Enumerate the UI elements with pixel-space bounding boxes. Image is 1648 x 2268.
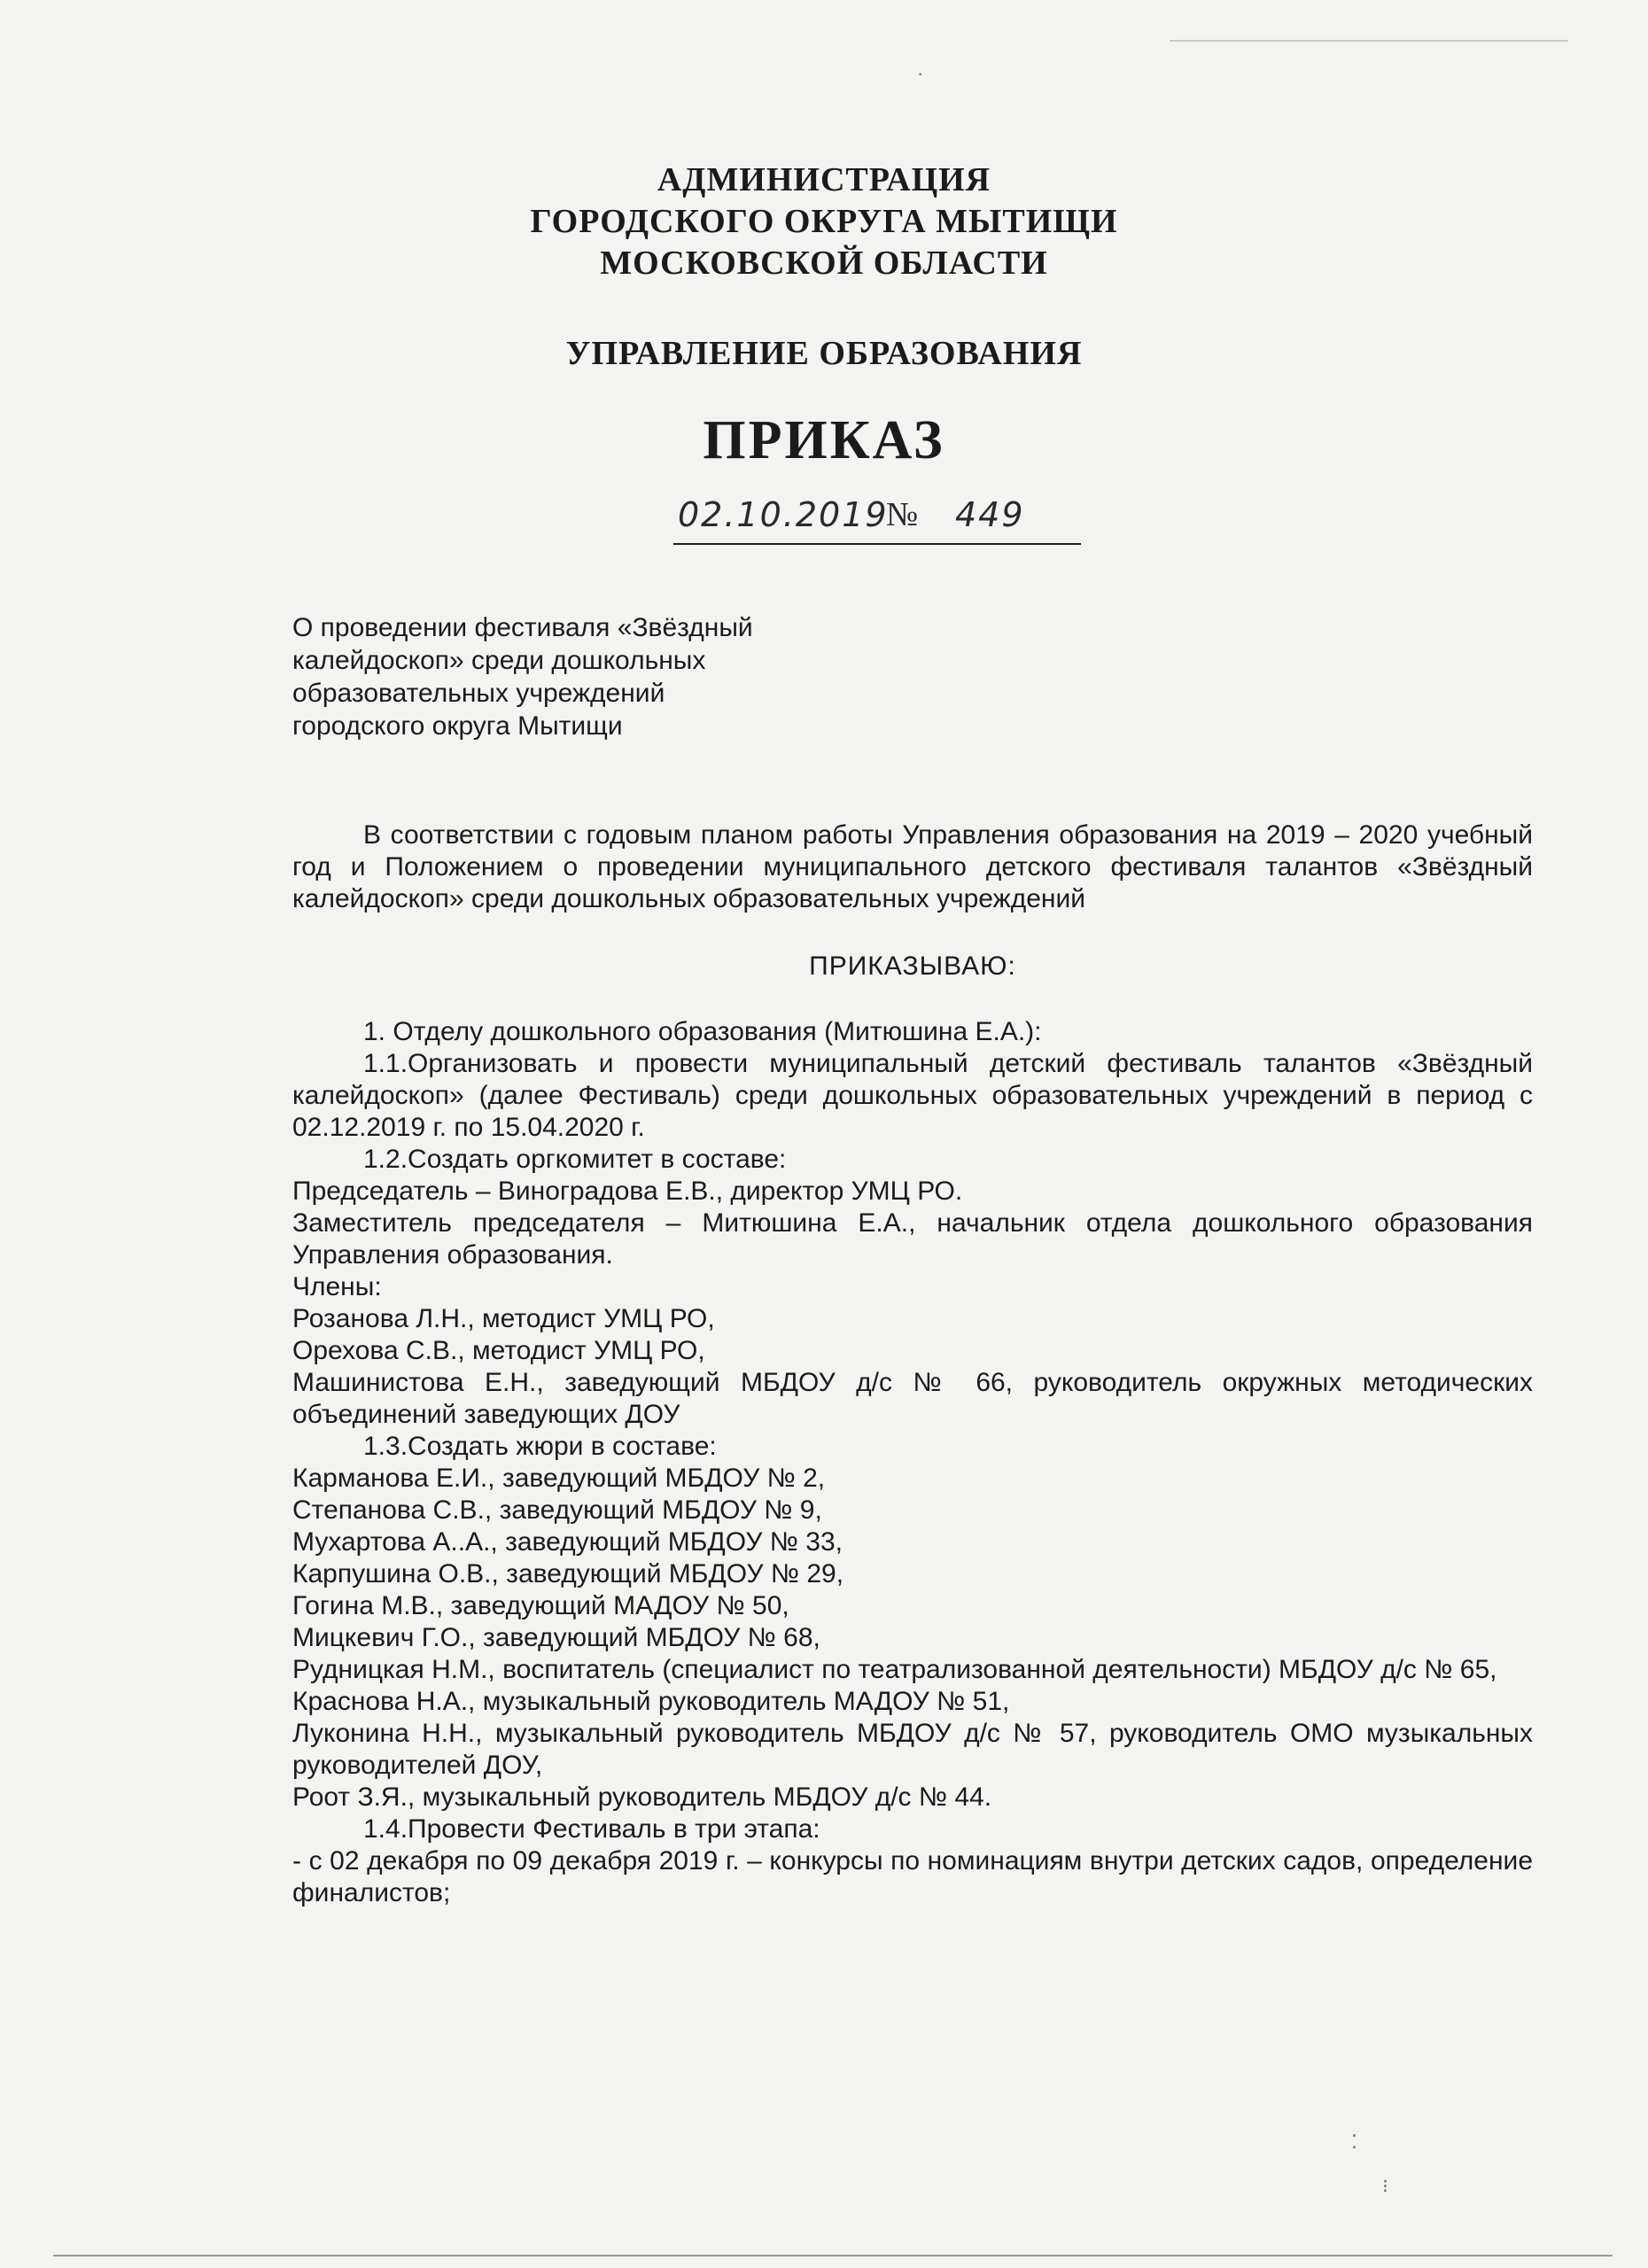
subject-line: образовательных учреждений — [292, 679, 665, 708]
preamble: В соответствии с годовым планом работы Управления образования на 2019 – 2020 учебный год и Положением о проведении муниципального детского фестиваля талантов «Звёздный калейдоскоп» среди дошкольных образовательных учреждений — [292, 820, 1533, 913]
subject-line: калейдоскоп» среди дошкольных — [292, 646, 706, 675]
member-line: Розанова Л.Н., методист УМЦ РО, — [292, 1304, 715, 1333]
item-1: 1. Отделу дошкольного образования (Митюшина Е.А.): — [363, 1017, 1042, 1046]
scan-speck: ⁚ — [1351, 2131, 1357, 2153]
order-number-value: 449 — [955, 495, 1025, 534]
decree-word: ПРИКАЗЫВАЮ: — [809, 951, 1016, 981]
document-type-title: ПРИКАЗ — [703, 410, 945, 470]
scan-speck: ⁝ — [1382, 2175, 1388, 2197]
department-title: УПРАВЛЕНИЕ ОБРАЗОВАНИЯ — [565, 335, 1083, 372]
vice-chair-line: Заместитель председателя – Митюшина Е.А., начальник отдела дошкольного образования Управления образования. — [292, 1208, 1533, 1270]
jury-line: Мухартова А..А., заведующий МБДОУ № 33, — [292, 1527, 843, 1557]
header-line-3: МОСКОВСКОЙ ОБЛАСТИ — [600, 245, 1048, 282]
jury-line: Рудницкая Н.М., воспитатель (специалист по театрализованной деятельности) МБДОУ д/с № 65, — [292, 1655, 1497, 1684]
jury-line: Роот З.Я., музыкальный руководитель МБДОУ д/с № 44. — [292, 1783, 992, 1812]
order-subject — [292, 611, 868, 742]
header-line-2: ГОРОДСКОГО ОКРУГА МЫТИЩИ — [530, 203, 1118, 240]
jury-line: Степанова С.В., заведующий МБДОУ № 9, — [292, 1495, 822, 1525]
order-date: 02.10.2019 — [678, 495, 889, 534]
members-label: Члены: — [292, 1272, 382, 1301]
chair-line: Председатель – Виноградова Е.В., директор УМЦ РО. — [292, 1177, 963, 1206]
jury-line: Карпушина О.В., заведующий МБДОУ № 29, — [292, 1559, 844, 1588]
jury-line: Мицкевич Г.О., заведующий МБДОУ № 68, — [292, 1623, 820, 1652]
order-body — [292, 819, 1533, 1909]
jury-line: Краснова Н.А., музыкальный руководитель МАДОУ № 51, — [292, 1687, 1010, 1716]
member-line: Орехова С.В., методист УМЦ РО, — [292, 1336, 705, 1365]
jury-line: Карманова Е.И., заведующий МБДОУ № 2, — [292, 1464, 826, 1493]
item-1-2: 1.2.Создать оргкомитет в составе: — [363, 1145, 787, 1174]
member-line: Машинистова Е.Н., заведующий МБДОУ д/с № 66, руководитель окружных методических объединений заведующих ДОУ — [292, 1368, 1533, 1429]
jury-line: Луконина Н.Н., музыкальный руководитель МБДОУ д/с № 57, руководитель ОМО музыкальных руководителей ДОУ, — [292, 1719, 1533, 1780]
number-sign: № — [886, 496, 919, 533]
scan-edge-line — [53, 2255, 1613, 2256]
scan-edge-line — [1170, 40, 1568, 42]
subject-line: городского округа Мытищи — [292, 711, 623, 741]
stage-1-line: - с 02 декабря по 09 декабря 2019 г. – конкурсы по номинациям внутри детских садов, определение финалистов; — [292, 1846, 1533, 1907]
issuer-header — [292, 159, 1356, 375]
item-1-4: 1.4.Провести Фестиваль в три этапа: — [363, 1814, 820, 1844]
order-date-number — [673, 492, 1081, 545]
subject-line: О проведении фестиваля «Звёздный — [292, 613, 753, 642]
header-line-1: АДМИНИСТРАЦИЯ — [657, 161, 991, 198]
item-1-3: 1.3.Создать жюри в составе: — [363, 1432, 717, 1461]
item-1-1: 1.1.Организовать и провести муниципальный детский фестиваль талантов «Звёздный калейдоскоп» (далее Фестиваль) среди дошкольных образовательных учреждений в период с 02.12.2019 г. по 15.04.2020 г. — [292, 1049, 1533, 1142]
jury-line: Гогина М.В., заведующий МАДОУ № 50, — [292, 1591, 789, 1620]
scan-speck: · — [917, 62, 924, 84]
